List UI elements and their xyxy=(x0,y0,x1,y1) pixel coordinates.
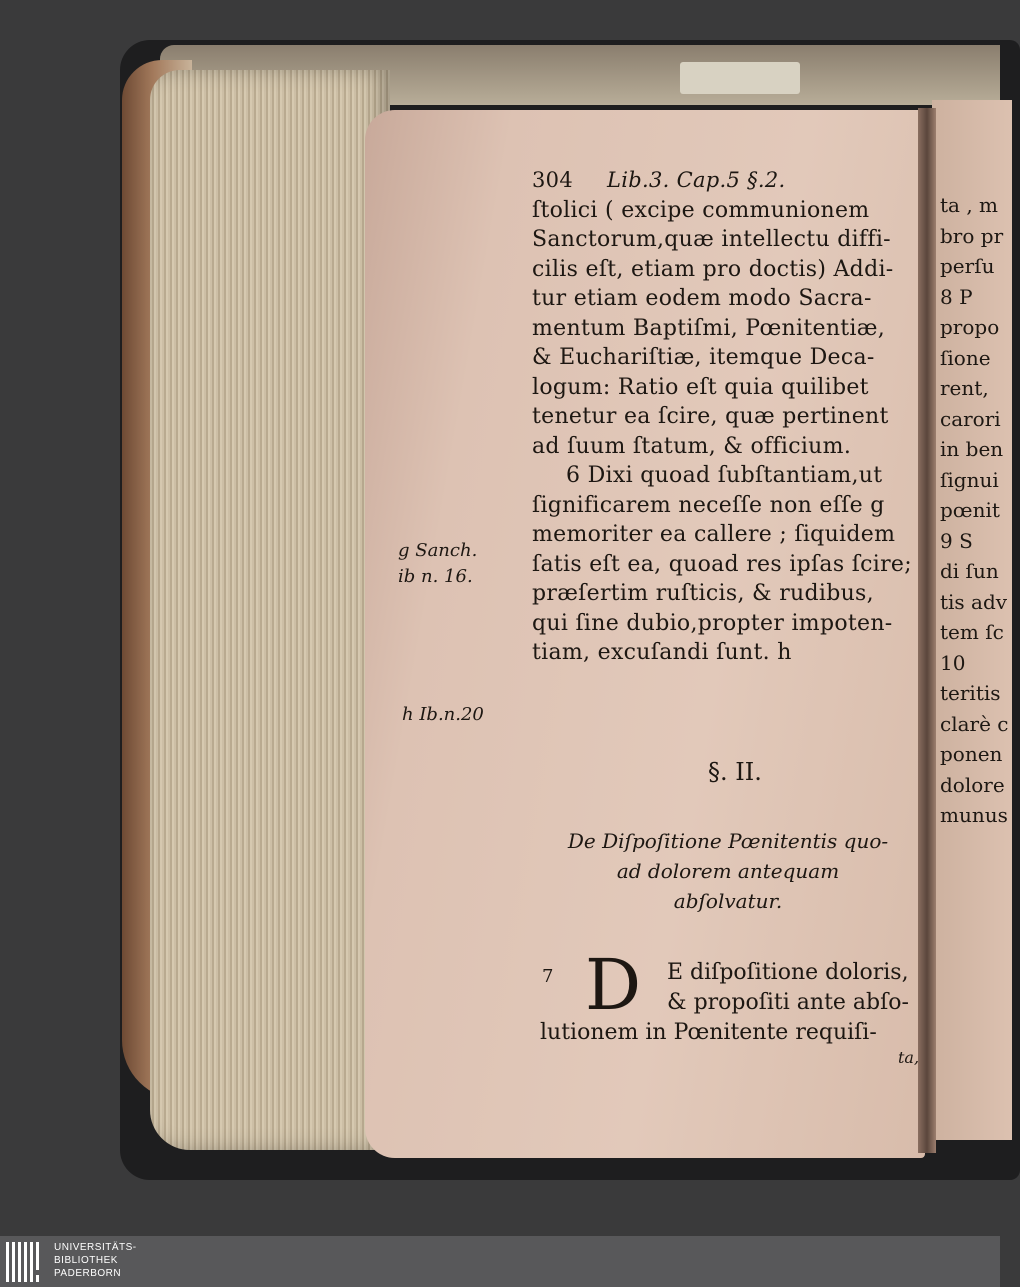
library-footer xyxy=(0,1236,1000,1287)
paragraph-7-line: lutionem in Pœnitente requiſi- xyxy=(540,1020,877,1045)
text-line: tenetur ea ſcire, quæ pertinent xyxy=(532,404,889,429)
facing-line: propo xyxy=(940,315,1000,339)
facing-line: tis adv xyxy=(940,589,1008,614)
catchword: ta, xyxy=(898,1048,920,1067)
facing-line: dolore xyxy=(940,772,1005,797)
page-number: 304 xyxy=(532,168,573,192)
page-text-block xyxy=(532,166,918,668)
facing-line: tem ſc xyxy=(940,620,1004,644)
library-logo-icon xyxy=(6,1242,46,1282)
facing-line: 8 P xyxy=(940,284,973,309)
facing-line: ponen xyxy=(940,742,1003,766)
paragraph-6-line: memoriter ea callere ; ſiquidem xyxy=(532,522,896,547)
facing-line: 10 xyxy=(940,650,966,675)
page-edges xyxy=(150,70,390,1150)
section-heading: §. II. xyxy=(708,758,762,786)
text-line: cilis eſt, etiam pro doctis) Addi- xyxy=(532,256,894,282)
facing-line: ſione xyxy=(940,345,991,370)
paragraph-6-line: ſignificarem neceſſe non eſſe g xyxy=(532,492,885,518)
spine-label xyxy=(680,62,800,94)
paragraph-6-line: tiam, excuſandi ſunt. h xyxy=(532,640,792,665)
facing-line: di ſun xyxy=(940,559,999,583)
paragraph-6-line: 6 Dixi quoad ſubſtantiam,ut xyxy=(566,463,883,488)
paragraph-number: 7 xyxy=(542,966,554,987)
text-line: & Euchariſtiæ, itemque Deca- xyxy=(532,345,875,370)
facing-page-fragments xyxy=(940,190,1009,831)
text-line: mentum Baptiſmi, Pœnitentiæ, xyxy=(532,315,886,341)
paragraph-6-line: præſertim ruſticis, & rudibus, xyxy=(532,581,874,606)
rubric-line: De Diſpoſitione Pœnitentis quo- xyxy=(567,829,889,853)
facing-line: clarè c xyxy=(940,711,1009,736)
text-line: tur etiam eodem modo Sacra- xyxy=(532,286,872,311)
facing-line: pœnit xyxy=(940,498,1000,522)
drop-initial: D xyxy=(585,944,642,1026)
text-line: logum: Ratio eſt quia quilibet xyxy=(532,374,869,400)
facing-line: ſignui xyxy=(940,467,999,492)
library-name-line: PADERBORN xyxy=(54,1268,122,1279)
paragraph-6-line: ſatis eſt ea, quoad res ipſas ſcire; xyxy=(532,551,912,577)
facing-line: perſu xyxy=(940,254,995,278)
book-gutter xyxy=(918,108,936,1153)
section-rubric xyxy=(548,826,908,916)
facing-line: carori xyxy=(940,406,1001,431)
facing-line: munus xyxy=(940,803,1008,827)
running-title: Lib.3. Cap.5 §.2. xyxy=(606,168,786,192)
library-name xyxy=(54,1241,137,1280)
facing-line: ta , m xyxy=(940,193,998,217)
text-line: Sanctorum,quæ intellectu diffi- xyxy=(532,227,891,252)
text-line: ad ſuum ſtatum, & officium. xyxy=(532,433,852,459)
marginal-note-h: h Ib.n.20 xyxy=(402,704,484,725)
paragraph-7-line: E diſpoſitione doloris, xyxy=(667,960,909,985)
facing-line: teritis xyxy=(940,681,1001,705)
paragraph-7-line: & propoſiti ante abſo- xyxy=(667,990,909,1015)
library-name-line: BIBLIOTHEK xyxy=(54,1255,118,1266)
library-name-line: UNIVERSITÄTS- xyxy=(54,1242,137,1253)
marginal-note-g-ref: ib n. 16. xyxy=(398,566,473,587)
marginal-note-g: g Sanch. xyxy=(398,540,478,561)
facing-line: rent, xyxy=(940,376,989,400)
running-head xyxy=(532,166,918,196)
facing-line: 9 S xyxy=(940,528,973,553)
facing-line: in ben xyxy=(940,437,1004,461)
text-line: ſtolici ( excipe communionem xyxy=(532,197,870,223)
paragraph-6-line: qui ſine dubio,propter impoten- xyxy=(532,610,893,636)
rubric-line: ad dolorem antequam xyxy=(616,859,840,883)
rubric-line: abſolvatur. xyxy=(673,889,783,913)
facing-line: bro pr xyxy=(940,223,1004,248)
